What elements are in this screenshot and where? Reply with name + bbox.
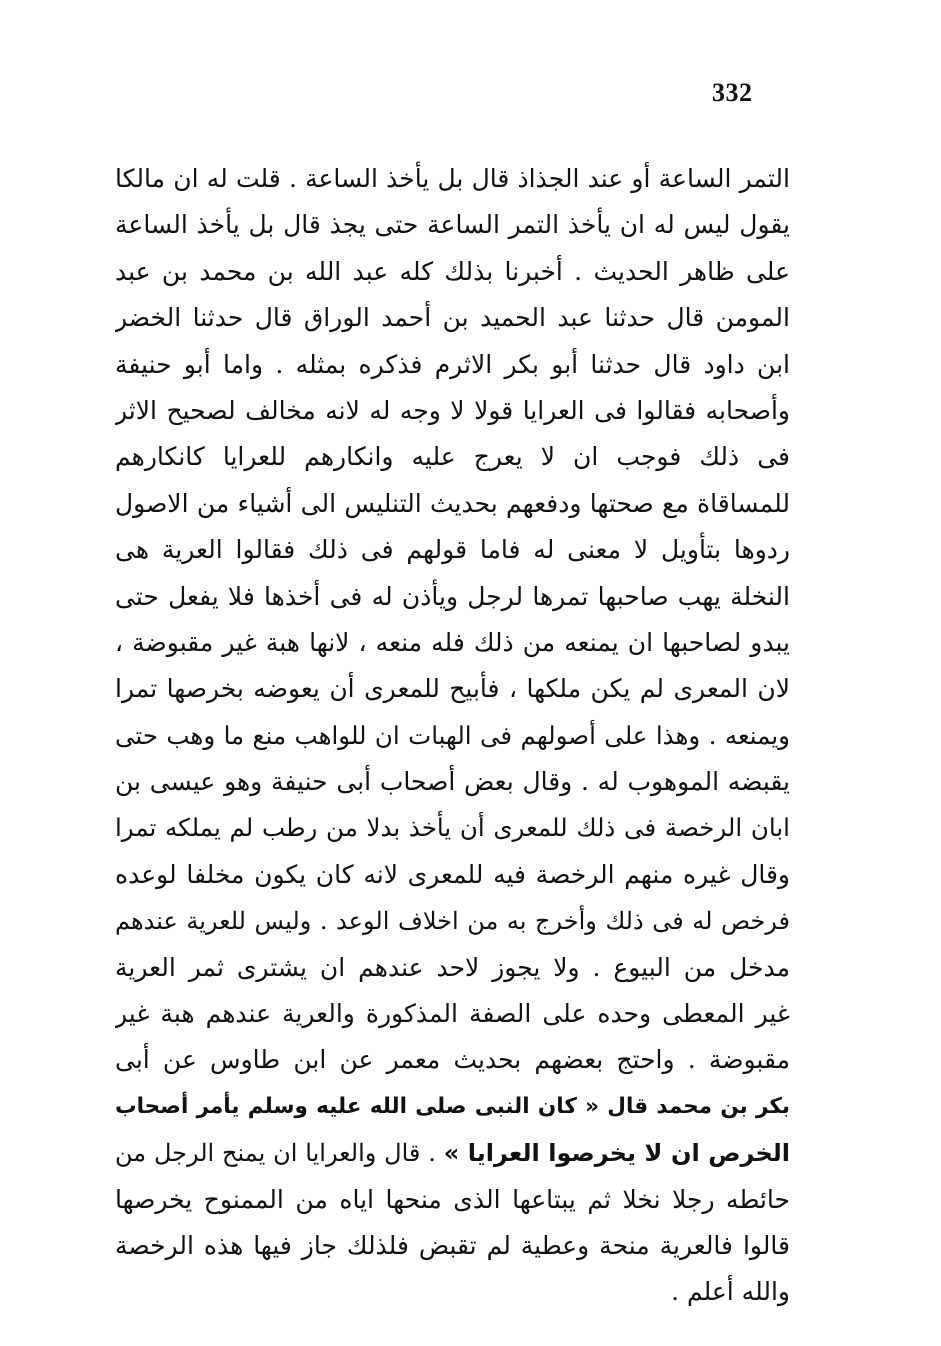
- text-line: على ظاهر الحديث . أخبرنا بذلك كله عبد الله بن محمد بن عبد: [115, 256, 790, 286]
- text-line: وأصحابه فقالوا فى العرايا قولا لا وجه له لانه مخالف لصحيح الاثر: [115, 395, 790, 425]
- text-line: للمساقاة مع صحتها ودفعهم بحديث التنليس الى أشياء من الاصول: [115, 488, 790, 518]
- hadith-quote-line: بكر بن محمد قال « كان النبى صلى الله عليه وسلم يأمر أصحاب: [115, 1093, 790, 1119]
- hadith-quote-end: الخرص ان لا يخرصوا العرايا »: [443, 1139, 790, 1168]
- text-line: وقال غيره منهم الرخصة فيه للمعرى لانه كان يكون مخلفا لوعده: [115, 859, 790, 889]
- text-line: النخلة يهب صاحبها تمرها لرجل ويأذن له فى أخذها فلا يفعل حتى: [115, 581, 790, 611]
- text-line: مقبوضة . واحتج بعضهم بحديث معمر عن ابن طاوس عن أبى: [115, 1045, 790, 1075]
- text-line: يقول ليس له ان يأخذ التمر الساعة حتى يجذ قال بل يأخذ الساعة: [115, 210, 790, 240]
- text-line: ويمنعه . وهذا على أصولهم فى الهبات ان للواهب منع ما وهب حتى: [115, 720, 790, 750]
- text-line: يقبضه الموهوب له . وقال بعض أصحاب أبى حنيفة وهو عيسى بن: [115, 767, 790, 797]
- text-line: ابان الرخصة فى ذلك للمعرى أن يأخذ بدلا من رطب لم يملكه تمرا: [115, 813, 790, 843]
- text-line: المومن قال حدثنا عبد الحميد بن أحمد الوراق قال حدثنا الخضر: [115, 303, 790, 333]
- text-line: حائطه رجلا نخلا ثم يبتاعها الذى منحها اياه من الممنوح يخرصها: [115, 1184, 790, 1214]
- text-continuation: . قال والعرايا ان يمنح الرجل من: [115, 1139, 444, 1168]
- text-line: مدخل من البيوع . ولا يجوز لاحد عندهم ان يشترى ثمر العرية: [115, 952, 790, 982]
- text-line: قالوا فالعرية منحة وعطية لم تقبض فلذلك جاز فيها هذه الرخصة: [115, 1230, 790, 1260]
- page-number: 332: [712, 78, 753, 107]
- closing-line: والله أعلم .: [671, 1277, 790, 1307]
- page-body: [115, 156, 790, 1316]
- text-line: يبدو لصاحبها ان يمنعه من ذلك فله منعه ، لانها هبة غير مقبوضة ،: [115, 627, 790, 657]
- text-line: فى ذلك فوجب ان لا يعرج عليه وانكارهم للعرايا كانكارهم: [115, 442, 790, 472]
- text-line: ابن داود قال حدثنا أبو بكر الاثرم فذكره بمثله . واما أبو حنيفة: [115, 349, 790, 379]
- text-line: فرخص له فى ذلك وأخرج به من اخلاف الوعد . وليس للعرية عندهم: [115, 907, 790, 936]
- text-line: لان المعرى لم يكن ملكها ، فأبيح للمعرى أن يعوضه بخرصها تمرا: [115, 674, 790, 704]
- text-line: غير المعطى وحده على الصفة المذكورة والعرية عندهم هبة غير: [115, 999, 790, 1029]
- text-line: ردوها بتأويل لا معنى له فاما قولهم فى ذلك فقالوا العرية هى: [115, 535, 790, 565]
- hadith-quote-end-line: [115, 1130, 790, 1176]
- text-line: التمر الساعة أو عند الجذاذ قال بل يأخذ الساعة . قلت له ان مالكا: [115, 164, 790, 193]
